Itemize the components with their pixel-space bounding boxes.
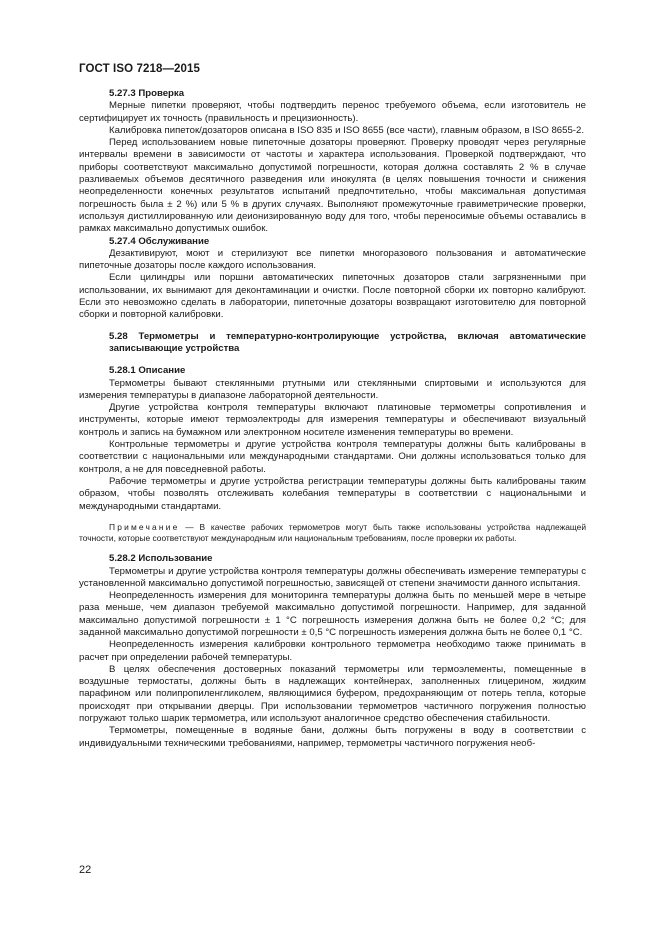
paragraph: Контрольные термометры и другие устройства контроля температуры должны быть калиброваны в соответствии с национальными или международными стандартами. Они должны использоваться только для контроля, а не для повседневной работы. (79, 439, 586, 475)
section-heading-5-27-4: 5.27.4 Обслуживание (109, 235, 210, 247)
paragraph: Термометры и другие устройства контроля температуры должны обеспечивать измерение температуры с установленной максимально допустимой погрешностью, зависящей от степени значимости данного испытания. (79, 565, 586, 589)
paragraph: Неопределенность измерения калибровки контрольного термометра необходимо также принимать в расчет при определении рабочей температуры. (79, 639, 586, 663)
section-heading-5-28: 5.28 Термометры и температурно-контролирующие устройства, включая автоматические записывающие устройства (109, 330, 586, 354)
document-body (79, 88, 586, 750)
paragraph: Термометры бывают стеклянными ртутными или стеклянными спиртовыми и используются для измерения температуры в диапазоне лабораторной деятельности. (79, 377, 586, 401)
section-heading-5-28-2: 5.28.2 Использование (109, 553, 213, 565)
page-number: 22 (79, 864, 92, 876)
note-label: Примечание (109, 521, 180, 532)
paragraph: Другие устройства контроля температуры включают платиновые термометры сопротивления и инструменты, которые имеют термоэлектроды для измерения температуры и обеспечивают визуальный контроль и запись на бумажном или электронном носителе изменения температуры во времени. (79, 402, 586, 438)
paragraph: Если цилиндры или поршни автоматических пипеточных дозаторов стали загрязненными при использовании, их вынимают для деконтаминации и очистки. После повторной сборки их повторно калибруют. Если это невозможно сделать в лаборатории, пипеточные дозаторы возвращают изготовителю для повторной сборки и повторной калибровки. (79, 272, 586, 321)
paragraph: Мерные пипетки проверяют, чтобы подтвердить перенос требуемого объема, если изготовитель не сертифицирует их точность (правильность и прецизионность). (79, 100, 586, 124)
paragraph: Неопределенность измерения для мониторинга температуры должна быть по меньшей мере в четыре раза меньше, чем диапазон требуемой максимально допустимой погрешности. Например, для заданной максимально допустимой погрешности ± 1 °С погрешность измерения должна быть не более 0,2 °С; для заданной максимально допустимой погрешности ± 0,5 °С погрешность измерения должна быть не более 0,1 °С. (79, 590, 586, 638)
paragraph: Термометры, помещенные в водяные бани, должны быть погружены в воду в соответствии с индивидуальными техническими требованиями, например, термометры частичного погружения необ- (79, 725, 586, 749)
paragraph: Калибровка пипеток/дозаторов описана в ISO 835 и ISO 8655 (все части), главным образом, в ISO 8655-2. (109, 124, 584, 136)
paragraph: Перед использованием новые пипеточные дозаторы проверяют. Проверку проводят через регулярные интервалы времени в зависимости от частоты и характера использования. Проверкой подтверждают, что приборы соответствуют максимально допустимой погрешности, которая должна составлять 2 % в случае разливаемых объемов десятичного разведения или инокулята (в целях повышения точности и снижения неопределенности конечных результатов испытаний предпочтительно, чтобы максимальная допустимая погрешность была ± 2 %) или 5 % в других случаях. Выполняют промежуточные гравиметрические проверки, используя дистиллированную или деионизированную воду для того, чтобы переносимые объемы оставались в рамках максимально допустимых ошибок. (79, 137, 586, 235)
note (79, 522, 586, 544)
paragraph: Рабочие термометры и другие устройства регистрации температуры должны быть калиброваны таким образом, чтобы позволять отслеживать колебания температуры в соответствии с национальными и международными стандартами. (79, 475, 586, 512)
section-heading-5-27-3: 5.27.3 Проверка (109, 88, 185, 99)
document-header: ГОСТ ISO 7218—2015 (79, 63, 201, 75)
paragraph: Дезактивируют, моют и стерилизуют все пипетки многоразового пользования и автоматические пипеточные дозаторы после каждого использования. (79, 247, 586, 272)
paragraph: В целях обеспечения достоверных показаний термометры или термоэлементы, помещенные в воздушные термостаты, должны быть в надлежащих контейнерах, заполненных глицерином, жидким парафином или полипропиленгликолем, являющимися буфером, предохраняющим от потерь тепла, которые происходят при открывании дверцы. При использовании термометров частичного погружения полностью погружают только шарик термометра, или используют аналогичное средство обеспечения стабильности. (79, 663, 586, 725)
section-heading-5-28-1: 5.28.1 Описание (109, 365, 186, 377)
note-text: — В качестве рабочих термометров могут быть также использованы устройства надлежащей точности, которые соответствуют международным или национальным требованиям, после проверки их работы. (79, 521, 586, 543)
